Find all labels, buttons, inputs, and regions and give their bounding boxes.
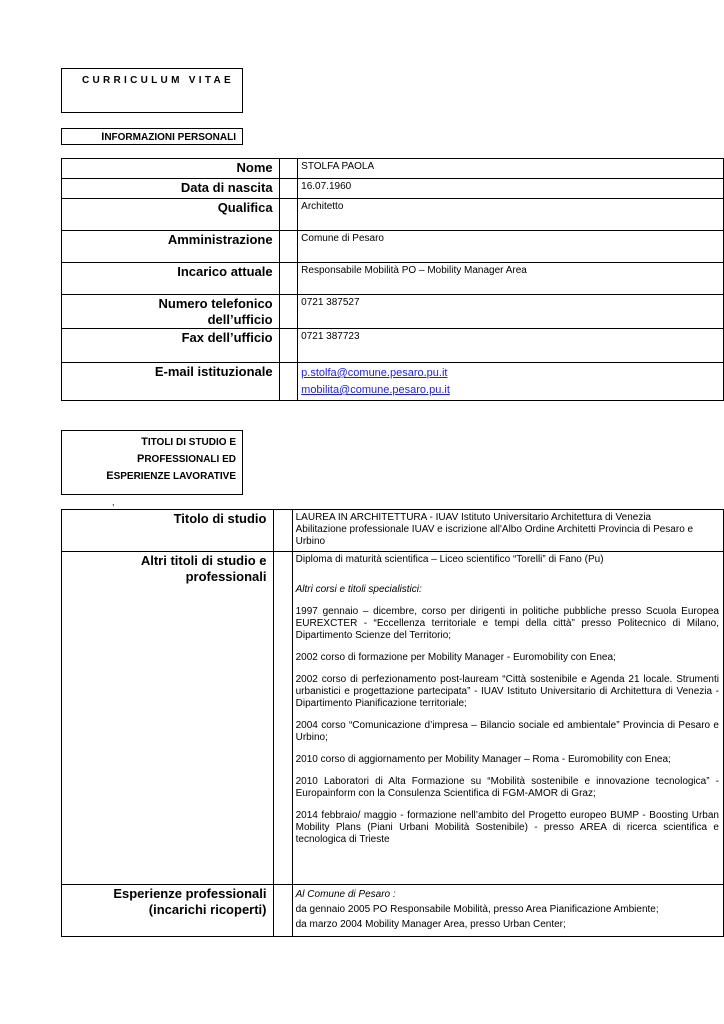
table-row [62, 885, 724, 937]
row-label: Data di nascita [62, 179, 280, 199]
email-link-primary[interactable]: p.stolfa@comune.pesaro.pu.it [301, 367, 448, 379]
row-label: Fax dell’ufficio [62, 329, 280, 363]
table-row [62, 329, 724, 363]
section-studies-box [61, 430, 243, 495]
row-label: Nome [62, 159, 280, 179]
section-personal-title: INFORMAZIONI PERSONALI [101, 131, 236, 143]
list-item: 1997 gennaio – dicembre, corso per dirigenti in politiche pubbliche presso Scuola Europea EUREXCTER - “Eccellenza territoriale e tempi della città” presso Politecnico di Milano, Dipartimento Scienze del Territorio; [295, 606, 719, 641]
list-item: 2014 febbraio/ maggio - formazione nell’ambito del Progetto europeo BUMP - Boosting Urban Mobility Plans (Piani Urbani Mobilità Sostenibile) - presso AREA di ricerca scientifica e tecnologica di Trieste [295, 810, 719, 845]
row-label: Numero telefonico dell’ufficio [62, 295, 280, 329]
row-label: Esperienze professionali (incarichi ricoperti) [62, 885, 274, 937]
list-item: 2010 corso di aggiornamento per Mobility Manager – Roma - Euromobility con Enea; [295, 754, 671, 765]
table-row [62, 199, 724, 231]
row-label: Qualifica [62, 199, 280, 231]
row-value: Architetto [298, 199, 724, 231]
titolo-value: LAUREA IN ARCHITETTURA - IUAV Istituto Universitario Architettura di Venezia Abilitazione professionale IUAV e iscrizione all'Albo Ordine Architetti Provincia di Pesaro e Urbino [292, 510, 723, 552]
table-row [62, 363, 724, 401]
row-label: Amministrazione [62, 231, 280, 263]
studies-table [61, 509, 724, 937]
section-personal-box [61, 128, 243, 145]
table-row [62, 263, 724, 295]
row-label: Titolo di studio [62, 510, 274, 552]
list-item: da marzo 2004 Mobility Manager Area, presso Urban Center; [295, 919, 566, 930]
list-item: 2002 corso di formazione per Mobility Manager - Euromobility con Enea; [295, 652, 616, 663]
row-value: 0721 387723 [298, 329, 724, 363]
row-value: Responsabile Mobilità PO – Mobility Manager Area [298, 263, 724, 295]
cv-title: CURRICULUM VITAE [81, 75, 234, 86]
table-row [62, 295, 724, 329]
comma-mark: , [112, 497, 115, 507]
cv-title-box [61, 68, 243, 113]
email-values [298, 363, 724, 401]
row-label: E-mail istituzionale [62, 363, 280, 401]
table-row [62, 231, 724, 263]
table-row [62, 159, 724, 179]
row-value: 16.07.1960 [298, 179, 724, 199]
table-row [62, 179, 724, 199]
email-link-secondary[interactable]: mobilita@comune.pesaro.pu.it [301, 384, 450, 396]
list-item: da gennaio 2005 PO Responsabile Mobilità, presso Area Pianificazione Ambiente; [295, 904, 659, 915]
row-value: 0721 387527 [298, 295, 724, 329]
list-item: 2010 Laboratori di Alta Formazione su “Mobilità sostenibile e innovazione tecnologica” - Europainform con la Consulenza Scientifica di FGM-AMOR di Graz; [295, 776, 719, 799]
row-label: Incarico attuale [62, 263, 280, 295]
row-value: Comune di Pesaro [298, 231, 724, 263]
table-row [62, 510, 724, 552]
personal-info-table [61, 158, 724, 401]
list-item: 2004 corso “Comunicazione d’impresa – Bilancio sociale ed ambientale” Provincia di Pesaro e Urbino; [295, 720, 719, 743]
row-label: Altri titoli di studio e professionali [62, 552, 274, 885]
altri-value: Diploma di maturità scientifica – Liceo scientifico “Torelli” di Fano (Pu) Altri corsi e titoli specialistici: 1997 gennaio – dicembre, corso per dirigenti in politiche pubbliche presso Scuola Europea EUREXCTER - “Eccellenza territoriale e tempi della città” presso Politecnico di Milano, Dipartimento Scienze del Territorio; 2002 corso di formazione per Mobility Manager - Euromobility con Enea; 2002 corso di perfezionamento post-lauream “Città sostenibile e Agenda 21 locale. Strumenti urbanistici e progettazione partecipata” - IUAV Istituto Universitario di Architettura di Venezia - Dipartimento Pianificazione territoriale; 2004 corso “Comunicazione d’impresa – Bilancio sociale ed ambientale” Provincia di Pesaro e Urbino; 2010 corso di aggiornamento per Mobility Manager – Roma - Euromobility con Enea; 2010 Laboratori di Alta Formazione su “Mobilità sostenibile e innovazione tecnologica” - Europainform con la Consulenza Scientifica di FGM-AMOR di Graz; 2014 febbraio/ maggio - formazione nell’ambito del Progetto europeo BUMP - Boosting Urban Mobility Plans (Piani Urbani Mobilità Sostenibile) - presso AREA di ricerca scientifica e tecnologica di Trieste [292, 552, 723, 885]
list-item: 2002 corso di perfezionamento post-lauream “Città sostenibile e Agenda 21 locale. Strumenti urbanistici e progettazione partecipata” - IUAV Istituto Universitario di Architettura di Venezia - Dipartimento Pianificazione territoriale; [295, 674, 719, 709]
row-value: STOLFA PAOLA [298, 159, 724, 179]
table-row [62, 552, 724, 885]
section-studies-title: TITOLI DI STUDIO E PROFESSIONALI ED ESPERIENZE LAVORATIVE [106, 436, 236, 482]
esperienze-value: Al Comune di Pesaro : da gennaio 2005 PO Responsabile Mobilità, presso Area Pianificazione Ambiente; da marzo 2004 Mobility Manager Area, presso Urban Center; [292, 885, 723, 937]
